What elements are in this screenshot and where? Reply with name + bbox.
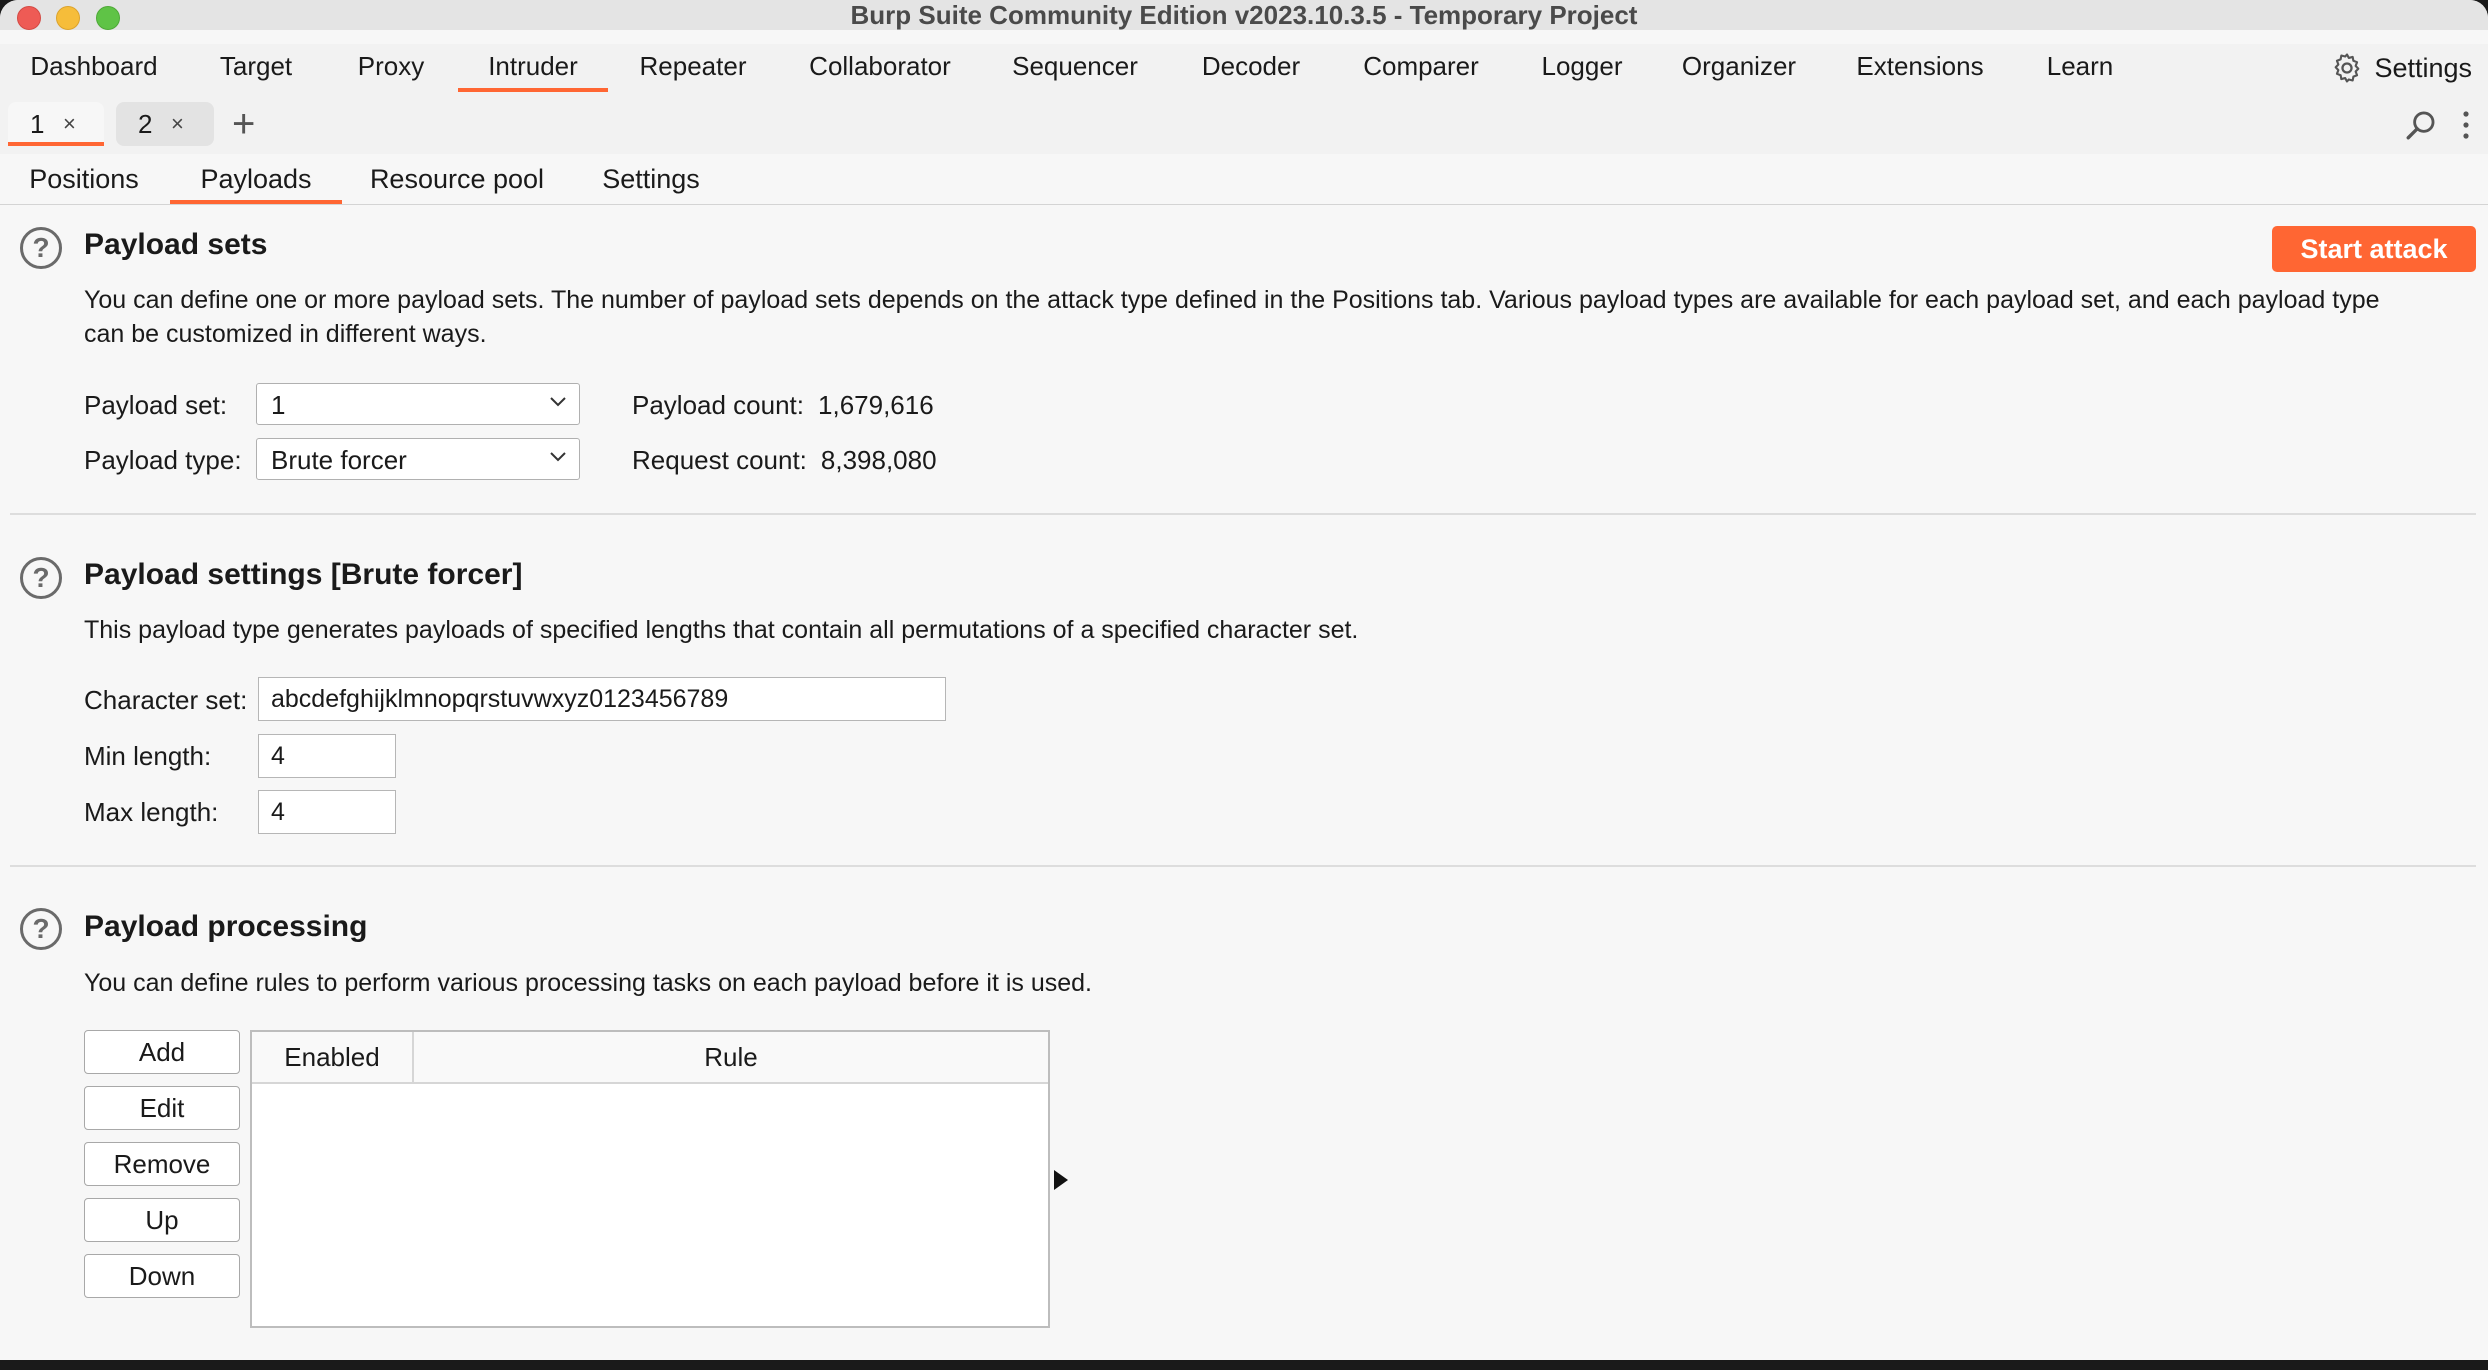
request-count <box>632 438 937 482</box>
more-options-icon[interactable] <box>2462 110 2470 140</box>
chevron-down-icon <box>549 396 567 408</box>
tab-comparer[interactable]: Comparer <box>1363 51 1479 81</box>
payload-sets-description: You can define one or more payload sets. The number of payload sets depends on the attack type defined in the Positions tab. Various payload types are available for each payload set, and each payload type can be customized in different ways. <box>84 286 2380 348</box>
section-divider <box>10 865 2476 867</box>
instance-tab-1[interactable] <box>8 102 104 146</box>
chevron-down-icon <box>549 451 567 463</box>
tab-learn[interactable]: Learn <box>2046 51 2114 81</box>
expand-arrow-icon[interactable] <box>1052 1168 1070 1192</box>
payload-count-label: Payload count: <box>632 390 805 420</box>
column-header-enabled[interactable]: Enabled <box>252 1032 414 1084</box>
window-title: Burp Suite Community Edition v2023.10.3.5 - Temporary Project <box>850 0 1638 30</box>
min-length-label: Min length: <box>84 741 212 771</box>
settings-label: Settings <box>2374 53 2472 83</box>
request-count-label: Request count: <box>632 445 807 475</box>
title-bar <box>0 0 2488 30</box>
payload-type-select[interactable] <box>256 438 580 480</box>
tab-extensions[interactable]: Extensions <box>1856 51 1984 81</box>
payload-set-value: 1 <box>271 390 286 420</box>
processing-rules-table[interactable] <box>250 1030 1050 1328</box>
section-title-payload-processing: Payload processing <box>84 910 368 943</box>
tab-payloads[interactable]: Payloads <box>170 154 342 204</box>
payload-processing-description: You can define rules to perform various processing tasks on each payload before it is used. <box>84 969 1092 997</box>
window-bottom-edge <box>0 1360 2488 1370</box>
tab-sequencer[interactable]: Sequencer <box>1012 51 1138 81</box>
payload-set-select[interactable] <box>256 383 580 425</box>
payload-settings-description: This payload type generates payloads of specified lengths that contain all permutations of a specified character set. <box>84 616 1359 644</box>
section-title-payload-sets: Payload sets <box>84 228 268 261</box>
payload-set-label: Payload set: <box>84 390 228 420</box>
move-up-button[interactable]: Up <box>84 1198 240 1242</box>
tab-collaborator[interactable]: Collaborator <box>809 51 951 81</box>
section-title-payload-settings: Payload settings [Brute forcer] <box>84 558 523 591</box>
instance-tab-label: 1 <box>30 109 45 139</box>
column-header-rule[interactable]: Rule <box>414 1032 1048 1084</box>
move-down-button[interactable]: Down <box>84 1254 240 1298</box>
tab-decoder[interactable]: Decoder <box>1201 51 1301 81</box>
intruder-instance-tabs <box>0 92 2488 155</box>
add-tab-icon[interactable]: + <box>232 102 256 146</box>
tab-positions[interactable]: Positions <box>29 164 139 194</box>
tab-intruder[interactable]: Intruder <box>458 44 608 92</box>
start-attack-button[interactable]: Start attack <box>2272 226 2476 272</box>
payload-count-value: 1,679,616 <box>818 390 934 420</box>
character-set-label: Character set: <box>84 685 248 715</box>
help-icon[interactable]: ? <box>20 908 62 950</box>
search-icon[interactable] <box>2404 108 2438 142</box>
help-icon[interactable]: ? <box>20 557 62 599</box>
add-rule-button[interactable]: Add <box>84 1030 240 1074</box>
tab-resource-pool[interactable]: Resource pool <box>369 164 545 194</box>
payload-count <box>632 383 934 427</box>
min-length-input[interactable]: 4 <box>258 734 396 778</box>
intruder-sub-tabs <box>0 154 2488 205</box>
remove-rule-button[interactable]: Remove <box>84 1142 240 1186</box>
tab-dashboard[interactable]: Dashboard <box>30 51 158 81</box>
tab-repeater[interactable]: Repeater <box>639 51 747 81</box>
help-icon[interactable]: ? <box>20 227 62 269</box>
character-set-input[interactable]: abcdefghijklmnopqrstuvwxyz0123456789 <box>258 677 946 721</box>
tab-settings[interactable]: Settings <box>602 164 700 194</box>
payload-type-label: Payload type: <box>84 445 242 475</box>
close-icon[interactable]: × <box>171 111 184 136</box>
instance-tab-2[interactable] <box>116 102 214 146</box>
instance-tab-label: 2 <box>138 109 153 139</box>
close-icon[interactable]: × <box>63 111 76 136</box>
tab-organizer[interactable]: Organizer <box>1681 51 1797 81</box>
tab-proxy[interactable]: Proxy <box>357 51 425 81</box>
max-length-input[interactable]: 4 <box>258 790 396 834</box>
max-length-label: Max length: <box>84 797 219 827</box>
section-divider <box>10 513 2476 515</box>
gear-icon <box>2330 51 2364 85</box>
settings-button[interactable] <box>2330 44 2472 92</box>
edit-rule-button[interactable]: Edit <box>84 1086 240 1130</box>
main-nav <box>0 44 2488 93</box>
tab-target[interactable]: Target <box>219 51 293 81</box>
tab-logger[interactable]: Logger <box>1541 51 1623 81</box>
request-count-value: 8,398,080 <box>820 445 937 475</box>
payload-type-value: Brute forcer <box>271 445 407 475</box>
